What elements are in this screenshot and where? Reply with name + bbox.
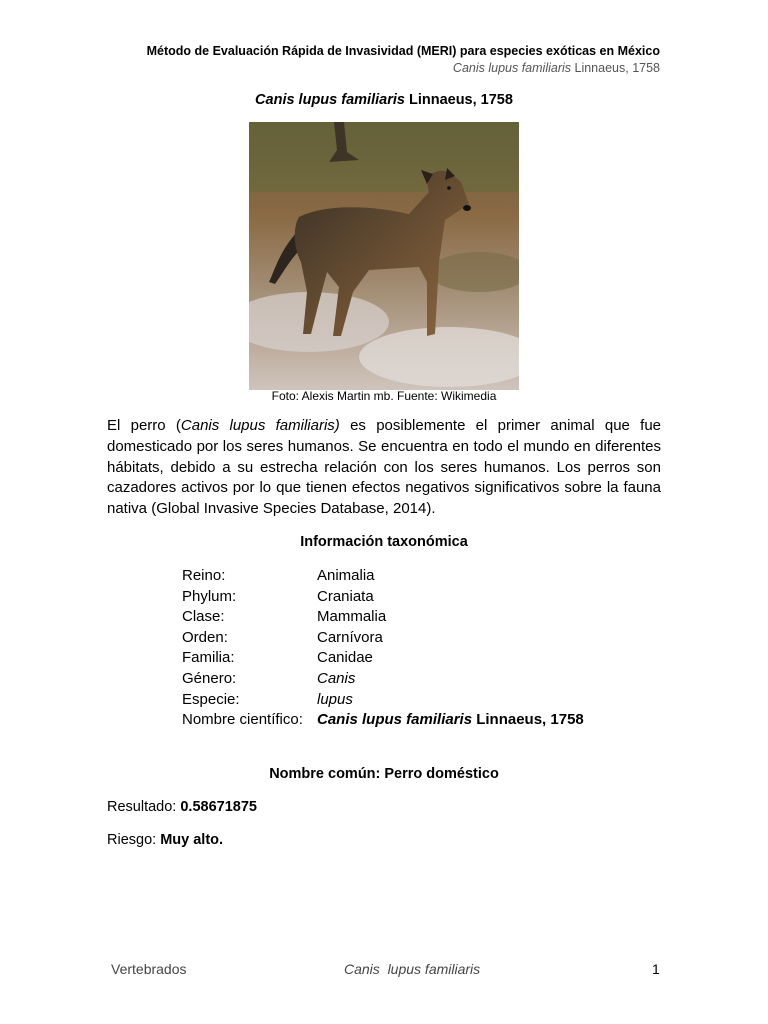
result-label: Resultado: xyxy=(107,799,181,815)
header-species-name: Canis lupus familiaris xyxy=(452,61,572,75)
taxonomy-value: lupus xyxy=(317,690,353,708)
taxonomy-row xyxy=(182,607,584,628)
footer-center xyxy=(344,961,480,977)
taxonomy-row xyxy=(182,566,584,587)
footer-left: Vertebrados xyxy=(111,961,187,977)
taxonomy-label: Phylum: xyxy=(182,587,237,605)
scientific-name: Canis lupus familiaris xyxy=(317,711,473,729)
description-species: Canis lupus familiaris) xyxy=(180,417,340,434)
description-paragraph xyxy=(107,416,661,520)
description-body: es posiblemente el primer animal que fue domesticado por los seres humanos. Se encuentra en todo el mundo en diferentes hábitats, debido a su estrecha relación con los seres humanos. Los perros son cazadores activos por lo que tienen efectos negativos significativos sobre la fauna nativa (Global Invasive Species Database, 2014). xyxy=(107,417,661,518)
taxonomy-label: Orden: xyxy=(182,628,228,646)
taxonomy-value: Canidae xyxy=(317,649,373,667)
taxonomy-value: Carnívora xyxy=(317,628,383,646)
page-title-author: Linnaeus, 1758 xyxy=(404,92,513,108)
taxonomy-row xyxy=(182,628,584,649)
scientific-author: Linnaeus, 1758 xyxy=(472,711,584,729)
taxonomy-value: Mammalia xyxy=(317,608,387,626)
taxonomy-row xyxy=(182,648,584,669)
header-species xyxy=(453,61,660,75)
risk-value: Muy alto. xyxy=(160,832,224,848)
photo-caption: Foto: Alexis Martin mb. Fuente: Wikimedia xyxy=(271,389,497,403)
taxonomy-label: Reino: xyxy=(182,567,226,584)
dog-photo-illustration xyxy=(249,122,519,390)
page-title-species: Canis lupus familiaris xyxy=(255,92,405,108)
taxonomy-row xyxy=(182,669,584,690)
taxonomy-row-scientific xyxy=(182,710,584,731)
taxonomy-row xyxy=(182,690,584,711)
taxonomy-table xyxy=(182,566,584,731)
dog-photo xyxy=(249,122,519,390)
taxonomy-value: Canis xyxy=(317,669,356,687)
taxonomy-row xyxy=(182,587,584,608)
description-pre: El perro ( xyxy=(107,417,181,434)
header-title: Método de Evaluación Rápida de Invasividad (MERI) para especies exóticas en México xyxy=(146,44,660,58)
risk-label: Riesgo: xyxy=(107,832,161,848)
taxonomy-heading: Información taxonómica xyxy=(300,534,468,550)
risk-line xyxy=(107,832,223,848)
footer-species: Canis lupus familiaris xyxy=(344,961,481,977)
taxonomy-value: Craniata xyxy=(317,587,374,605)
taxonomy-value: Animalia xyxy=(317,567,375,584)
taxonomy-label: Especie: xyxy=(182,690,240,708)
taxonomy-label: Familia: xyxy=(182,649,235,667)
header-species-author: Linnaeus, 1758 xyxy=(571,61,660,75)
page-number: 1 xyxy=(652,961,660,977)
result-line xyxy=(107,799,257,815)
page-title xyxy=(0,92,768,108)
common-name: Nombre común: Perro doméstico xyxy=(269,766,499,782)
taxonomy-label: Género: xyxy=(182,669,237,687)
taxonomy-label: Clase: xyxy=(182,608,225,626)
result-value: 0.58671875 xyxy=(180,799,257,815)
taxonomy-label: Nombre científico: xyxy=(182,711,303,729)
